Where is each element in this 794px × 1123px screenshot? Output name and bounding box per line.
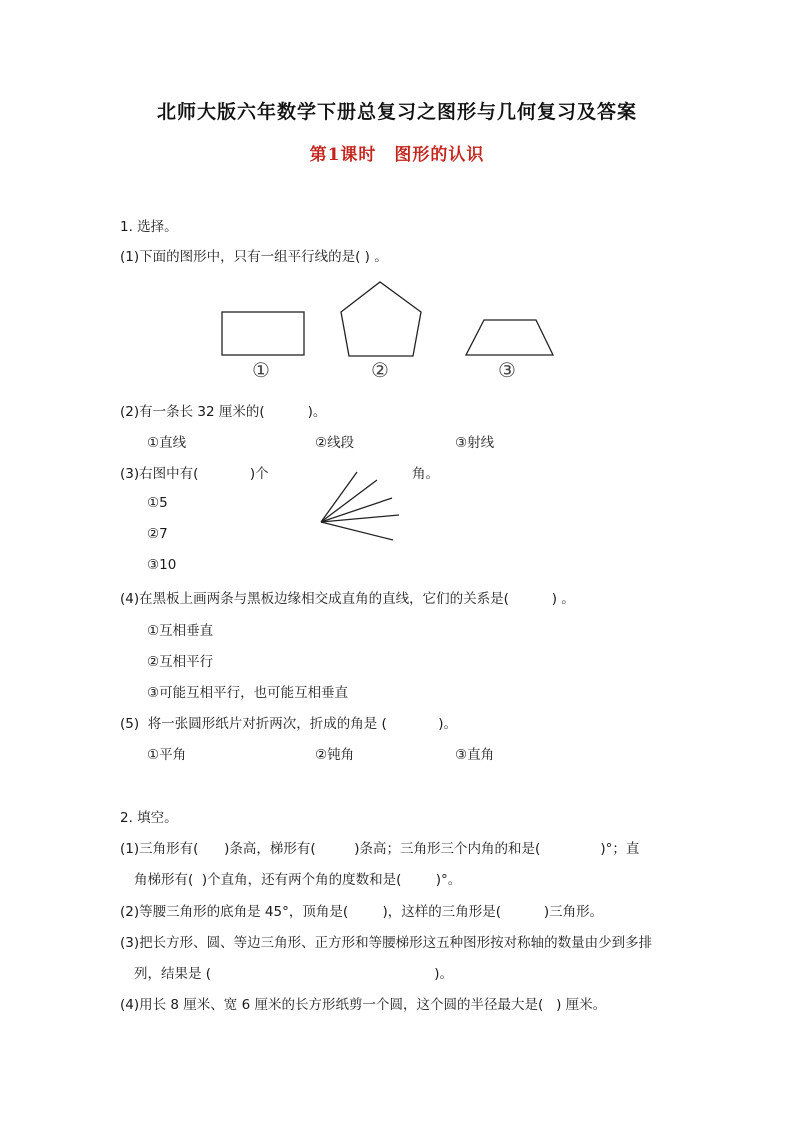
document-title: 北师大版六年数学下册总复习之图形与几何复习及答案 xyxy=(156,101,637,123)
q1-3-option-2: ②7 xyxy=(147,526,168,542)
question-1-2: (2)有一条长 32 厘米的( )。 xyxy=(120,404,327,420)
section2-heading: 2. 填空。 xyxy=(120,810,178,826)
shapes-figure xyxy=(205,268,565,388)
q1-4-option-3: ③可能互相平行，也可能互相垂直 xyxy=(147,685,349,701)
q1-4-option-2: ②互相平行 xyxy=(147,654,214,670)
question-1-3: (3)右图中有( )个 xyxy=(120,466,269,482)
rectangle-shape xyxy=(222,312,304,355)
question-2-3-line1: (3)把长方形、圆、等边三角形、正方形和等腰梯形这五种图形按对称轴的数量由少到多排 xyxy=(120,935,653,951)
label-circled-1: ① xyxy=(252,358,270,382)
question-1-1: (1)下面的图形中，只有一组平行线的是( ) 。 xyxy=(120,249,388,265)
question-1-4: (4)在黑板上画两条与黑板边缘相交成直角的直线，它们的关系是( ) 。 xyxy=(120,591,575,607)
q1-3-option-1: ①5 xyxy=(147,495,168,511)
q1-4-option-1: ①互相垂直 xyxy=(147,623,214,639)
question-1-3-end: 角。 xyxy=(412,466,439,482)
q1-2-option-3: ③射线 xyxy=(455,435,495,451)
question-1-5: (5) 将一张圆形纸片对折两次，折成的角是 ( )。 xyxy=(120,716,458,732)
question-2-2: (2)等腰三角形的底角是 45°，顶角是( )，这样的三角形是( )三角形。 xyxy=(120,904,604,920)
lesson-subtitle: 第1课时 图形的认识 xyxy=(309,145,485,165)
label-circled-3: ③ xyxy=(498,358,516,382)
q1-2-option-2: ②线段 xyxy=(315,435,355,451)
q1-5-option-3: ③直角 xyxy=(455,747,495,763)
q1-3-option-3: ③10 xyxy=(147,557,177,573)
question-2-1-line2: 角梯形有( )个直角，还有两个角的度数和是( )°。 xyxy=(134,872,462,888)
q1-2-option-1: ①直线 xyxy=(147,435,187,451)
question-2-3-line2: 列，结果是 ( )。 xyxy=(134,966,453,982)
question-2-1-line1: (1)三角形有( )条高，梯形有( )条高；三角形三个内角的和是( )°；直 xyxy=(120,841,640,857)
label-circled-2: ② xyxy=(371,358,389,382)
trapezoid-shape xyxy=(466,320,553,355)
question-2-4: (4)用长 8 厘米、宽 6 厘米的长方形纸剪一个圆，这个圆的半径最大是( ) 厘米。 xyxy=(120,997,607,1013)
q1-5-option-2: ②钝角 xyxy=(315,747,355,763)
pentagon-shape xyxy=(341,282,421,356)
section1-heading: 1. 选择。 xyxy=(120,219,178,235)
angle-rays-figure xyxy=(310,460,410,560)
q1-5-option-1: ①平角 xyxy=(147,747,187,763)
